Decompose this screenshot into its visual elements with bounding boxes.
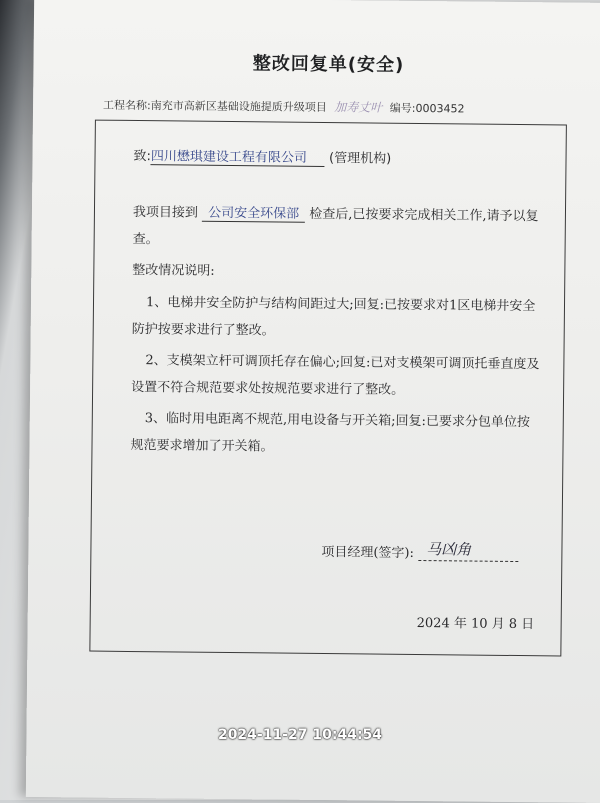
photo-timestamp: 2024-11-27 10:44:54 bbox=[217, 727, 383, 743]
signature-label: 项目经理(签字): bbox=[321, 544, 415, 561]
project-name: 工程名称:南充市高新区基础设施提质升级项目 bbox=[103, 98, 327, 115]
signature-handwriting: 马凶角 bbox=[426, 540, 472, 559]
item-1: 1、电梯井安全防护与结构间距过大;回复:已按要求对1区电梯井安全防护按要求进行了整改。 bbox=[131, 295, 536, 339]
paragraph-1 bbox=[133, 199, 544, 257]
addressee-suffix: (管理机构) bbox=[328, 151, 392, 167]
paragraph-heading bbox=[132, 257, 542, 288]
project-line bbox=[103, 96, 465, 117]
project-handwriting: 加寿丈叶 bbox=[334, 100, 383, 115]
p1-department: 公司安全环保部 bbox=[202, 206, 305, 223]
addressee-org: 四川懋琪建设工程有限公司 bbox=[151, 149, 325, 167]
doc-number: 编号:0003452 bbox=[389, 101, 465, 116]
p1-start: 我项目接到 bbox=[132, 204, 199, 221]
signature-line bbox=[418, 540, 518, 562]
rectification-heading: 整改情况说明: bbox=[132, 262, 215, 279]
p1-end: 检查后,已按要求完成相关工作,请予以复查。 bbox=[132, 206, 539, 248]
doc-date: 2024 年 10 月 8 日 bbox=[416, 615, 535, 633]
addressee bbox=[133, 145, 391, 167]
addressee-prefix: 致: bbox=[133, 148, 152, 165]
content-box bbox=[89, 120, 567, 657]
signature-block bbox=[321, 541, 518, 562]
item-3: 3、临时用电距离不规范,用电设备与开关箱;回复:已要求分包单位按规范要求增加了开关箱。 bbox=[130, 411, 531, 455]
doc-title: 整改回复单(安全) bbox=[252, 53, 405, 76]
item-2: 2、支模架立杆可调顶托存在偏心;回复:已对支模架可调顶托垂直度及设置不符合规范要求处按规范要求进行了整改。 bbox=[131, 353, 540, 398]
document-sheet bbox=[26, 0, 600, 803]
